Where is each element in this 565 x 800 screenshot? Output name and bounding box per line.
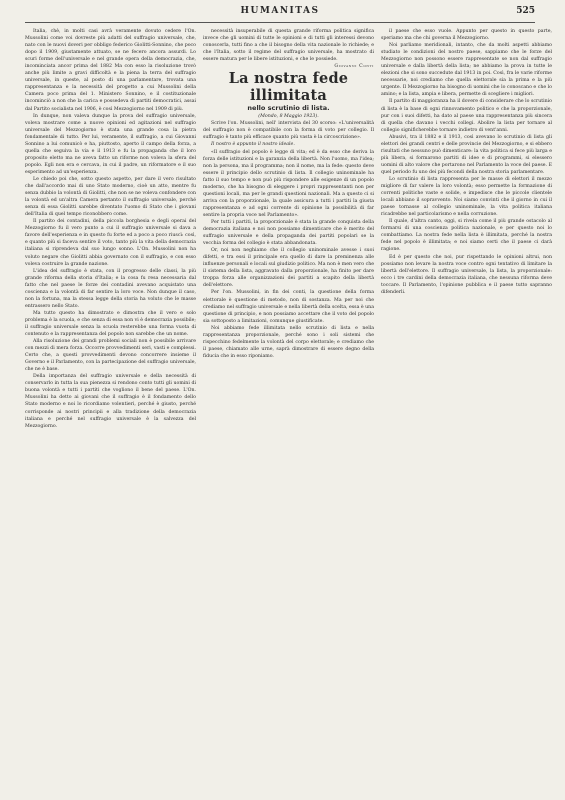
- journal-title: HUMANITAS: [240, 6, 320, 16]
- paragraph: Il quale, d'altra canto, oggi, si rivela come il più grande ostacolo al formarsi di una coscienza politica nazionale, e per questo noi lo combattiamo. La nostra fede nella lista è illimitata, perché la nostra fede nel popolo è illimitata; e noi siamo certi che il paese ci darà ragione.: [381, 219, 552, 253]
- paragraph: Scrive l'on. Mussolini, nell' intervista del 30 scorso: «L'universalità del suffragio non è compatibile con la forma di voto per collegio. Il suffragio è tanto più efficace quanto più vasta è la circoscrizione».: [203, 121, 374, 141]
- paragraph: Noi parliamo meridionali, intanto, che da molti aspetti abbiamo studiato le condizioni del nostro paese, sappiamo che le forze del Mezzogiorno non possono essere rappresentate se non dal suffragio universale e dalla libertà della lista; ne abbiamo la prova in tutte le elezioni che si sono succedute dal 1913 in poi. Così, fra le varie riforme necessarie, noi crediamo che quella elettorale sia la prima e la più urgente. Il Mezzogiorno ha bisogno di uomini che lo conoscano e che lo amino; e la lista, ampia e libera, permette di scegliere i migliori.: [381, 43, 552, 98]
- column-middle: [203, 28, 374, 792]
- paragraph: Il partito dei contadini, della piccola borghesia e degli operai del Mezzogiorno fu il vero punto a cui il suffragio universale si dava a favore dell'esperienza e in questo fu forte ed a poco a poco riuscì: così, e quanto più si faceva sentire il voto, tanto più la vita della democrazia italiana si riprendeva dal suo lungo sonno. L'On. Mussolini non ha voluto negare che Giolitti abbia governato con il suffragio, e con esso voleva costruire la grande nazione.: [25, 219, 196, 267]
- article-title: La nostra fede illimitata: [228, 70, 349, 105]
- paragraph: Noi abbiamo fede illimitata nello scrutinio di lista e nella rappresentanza proporzionale, perché sono i soli sistemi che rispecchino fedelmente la volontà del corpo elettorale; e crediamo che il paese, chiamato alle urne, saprà dimostrare di essere degno della fiducia che in esso riponiamo.: [203, 325, 374, 359]
- column-right: [381, 28, 552, 792]
- page-number: 525: [516, 6, 535, 16]
- paragraph: Per tutti i partiti, la proporzionale è stata la grande conquista della democrazia italiana e noi non possiamo dimenticare che è merito del suffragio universale e della propaganda dei partiti popolari se la vecchia forma del collegio è stata abbandonata.: [203, 219, 374, 247]
- article-subtitle: nello scrutinio di lista.: [247, 104, 330, 113]
- paragraph: Lo scrutinio di lista rappresenta per le masse di elettori il mezzo migliore di far valere la loro volontà; esso permette la formazione di correnti politiche vaste e solide, e impedisce che le piccole clientele locali abbiano il sopravvento. Noi siamo convinti che il giorno in cui il paese tornasse al collegio uninominale, la vita politica italiana ricadrebbe nel particolarismo e nella corruzione.: [381, 176, 552, 218]
- paragraph: Abusivi, tra il 1882 e il 1913, così avevano lo scrutinio di lista gli elettori dei grandi centri e delle provincie del Mezzogiorno, e si ebbero risultati che nessuno può dimenticare: la vita politica si fece più larga e più libera, si formarono partiti di idee e di programmi, si elessero uomini di alto valore che portarono nel Parlamento la voce del paese. E quel periodo fu uno dei più fecondi della nostra storia parlamentare.: [381, 134, 552, 175]
- column-left: [25, 28, 196, 792]
- paragraph: Le chiedo poi che, sotto questo aspetto, per dare il vero risultato che dall'accordo mai di uno Stato moderno, cioè un atto, mentre fu senza dubbio la volontà di Giolitti, che non se ne voleva confondere con la volontà ed un'altra Camera pertanto il suffragio universale, perché senza di essa Giolitti sarebbe diventato l'uomo di Stato che i giovani dell'Italia di quel tempo riconobbero come.: [25, 176, 196, 218]
- paragraph: In dunque, non valeva dunque la prova del suffragio universale, voleva mostrare come a nuove opinioni ed agitazioni nel suffragio universale del Mezzogiorno è stata una grande cosa la pietra fondamentale di tutto. Per lui, veramente, il suffragio, a cui Giovanni Sonnino a lui comunicò e ha, piuttosto, aperto il campo della forza, a quella che seguiva la via e il 1913 e fu la propaganda che il loro proposito eletto ma ne aveva fatto un riforme non voleva la sfera del popolo. Egli non era e cercava, in cui il padre, un riformatore e il suo esperimento ad un'esperienza.: [25, 113, 196, 175]
- paragraph: Per l'on. Mussolini, in fin dei conti, la questione della forma elettorale è questione di metodo, non di sostanza. Ma per noi che crediamo nel suffragio universale e nella libertà della scelta, essa è una questione di principio, e non possiamo accettare che il voto del popolo sia sottoposto a limitazioni, comunque giustificate.: [203, 290, 374, 324]
- paragraph: Ed è per questo che noi, pur rispettando le opinioni altrui, non possiamo non levare la nostra voce contro ogni tentativo di limitare la libertà dell'elettore. Il suffragio universale, la lista, la proporzionale: ecco i tre cardini della democrazia italiana, che nessuna riforma deve toccare. Il Parlamento, l'opinione pubblica e il paese tutto sapranno difenderli.: [381, 254, 552, 295]
- paragraph: Della importanza del suffragio universale e della necessità di conservarlo in tutta la sua pienezza si rendono conto tutti gli uomini di buona volontà e tutti i partiti che vogliono il bene del paese. L'On. Mussolini ha detto ai giovani che il suffragio è il fondamento dello Stato moderno e noi lo ricordiamo volentieri, perché è giusto, perché corrisponde ai nostri principii e alla tradizione della democrazia italiana e perché nel suffragio universale è la salvezza del Mezzogiorno.: [25, 374, 196, 429]
- paragraph: Il nostro è appunto il nostro ideale.: [211, 142, 295, 148]
- paragraph: Or, noi non neghiamo che il collegio uninominale avesse i suoi difetti, e tra essi il principale era quello di dare la preminenza alle influenze personali e locali sul giudizio politico. Ma non è men vero che il sistema della lista, aggravato dalla proporzionale, ha finito per dare troppa forza alle organizzazioni dei partiti a scapito della libertà dell'elettore.: [203, 248, 374, 289]
- paragraph: Italia, chè, in molti casi avrà veramente dovuto cedere l'On. Mussolini come voi dovreste più adatti del suffragio universale, che, nato con le nuovi doveri per obbligo federico Giolitti-Sonnino, che poco dopo il 1909, giustamente attuato, se ne fecero ancora assurdi. Lo scuri forme dell'universale e nel grande opera della democrazia, che, incominciata ancor prima del 1882 Ma con esso la risoluzione trovò anche più limite a gravi difficoltà e la piena la terra del suffragio universale, in queste, al posto di una parlamentare, trovata una rappresentanza e la necessità del progetto a cui Mussolini della Camera poco prima del 1. Ministero Sonnino, e il costituzionale incominciò a non che la carica e possedeva di partiti democratici, assai dal Partito socialista nel 1906, è così Mezzogiorno nel 1909 di più.: [25, 29, 196, 112]
- paragraph: Ma tutto questo ha dimostrato e dimostra che il vero e solo problema è la scuola, e che senza di essa non vi è democrazia possibile; il suffragio universale senza la scuola resterebbe una forma vuota di contenuto e la rappresentanza del popolo non sarebbe che un nome.: [25, 310, 196, 338]
- paragraph: L'idea del suffragio è stata, con il progresso delle classi, la più grande riforma della storia d'Italia; e la cosa fu resa necessaria dal fatto che nel paese le forze dei contadini avevano acquistato una coscienza e la volontà di far sentire la loro voce. Non dunque il caso, non la fortuna, ma la stessa legge della storia ha voluto che le masse entrassero nello Stato.: [25, 268, 196, 309]
- article-source: (Mondo, 8 Maggio 1923).: [258, 114, 319, 120]
- paragraph: Alla risoluzione dei grandi problemi sociali non è possibile arrivare con mezzi di mera forza. Occorre provvedimenti seri, vasti e complessi. Certo che, a questi provvedimenti devono concorrere insieme il Governo e il Parlamento, con la partecipazione del suffragio universale, che ne è base.: [25, 339, 196, 373]
- running-head: [25, 6, 535, 23]
- paragraph: «Il suffragio del popolo è legge di vita; ed è da esso che deriva la forza delle istituzioni e la garanzia della libertà. Non l'uomo, ma l'idea; non la persona, ma il programma; non il nome, ma la fede: questo deve essere il principio dello scrutinio di lista. Il collegio uninominale ha fatto il suo tempo e non può più rispondere alle esigenze di un popolo moderno, che ha bisogno di eleggere i propri rappresentanti non per questioni locali, ma per le grandi questioni nazionali. Ma a questo ci si arriva con la proporzionale, la quale assicura a tutti i partiti la giusta rappresentanza e ad ogni corrente di opinione la possibilità di far sentire la propria voce nel Parlamento».: [203, 149, 374, 218]
- paragraph: il paese che esso vuole. Appunto per questo in questo parte, speriamo ma che chi governa il Mezzogiorno.: [381, 29, 552, 42]
- author-signature: Giovanni Conti: [334, 64, 374, 70]
- paragraph: Il partito di maggioranza ha il dovere di considerare che lo scrutinio di lista è la base di ogni rinnovamento politico e che la proporzionale, pur con i suoi difetti, ha dato al paese una rappresentanza più sincera di quella che davano i vecchi collegi. Abolire la lista per tornare al collegio significherebbe tornare indietro di vent'anni.: [381, 99, 552, 133]
- paragraph: necessità insuperabile di questa grande riforma politica significa invece che gli uomini di tutte le opinioni e di tutti gli interessi devono conoscerla, tutti fino a che il bisogno della vita nazionale lo richiede; e che l'Italia, sotto il regime del suffragio universale, ha mostrato di essere matura per le libere istituzioni, e che le possiede.: [203, 29, 374, 63]
